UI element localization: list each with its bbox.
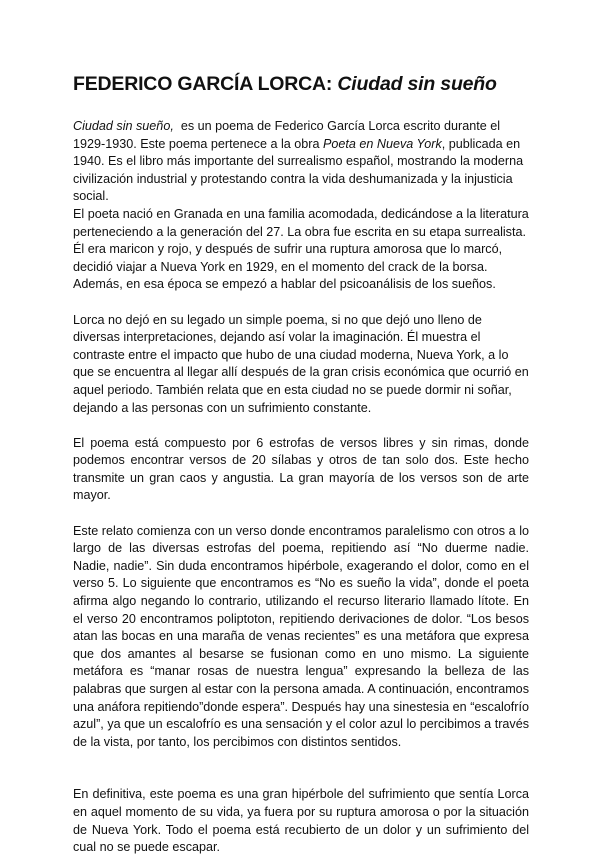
- title-author: FEDERICO GARCÍA LORCA:: [73, 73, 333, 95]
- document-body: [73, 118, 529, 857]
- paragraph-spacer: [73, 751, 529, 786]
- book-name: Poeta en Nueva York: [322, 136, 442, 151]
- paragraph-analysis: Este relato comienza con un verso donde encontramos paralelismo con otros a lo largo de las diversas estrofas del poema, repitiendo así “No duerme nadie. Nadie, nadie”. Sin duda encontramos hipérbole, exagerando el dolor, como en el verso 5. Lo siguiente que encontramos es “No es sueño la vida”, donde el poeta afirma algo negando lo contrario, utilizando el recurso literario llamado lítote. En el verso 20 encontramos poliptoton, repitiendo derivaciones de dolor. “Los besos atan las bocas en una maraña de venas recientes” es una metáfora que expresa que dos amantes al besarse se fusionan como en uno mismo. La siguiente metáfora es “manar rosas de nuestra lengua” expresando la belleza de las palabras que surgen al estar con la persona amada. A continuación, encontramos una anáfora repitiendo”donde espera”. Después hay una sinestesia en “escalofrío azul”, ya que un escalofrío es una sensación y el color azul lo percibimos a través de la vista, por tanto, los percibimos con distintos sentidos.: [73, 523, 529, 749]
- paragraph-structure: El poema está compuesto por 6 estrofas de versos libres y sin rimas, donde podemos encontrar versos de 20 sílabas y otros de tan solo dos. Este hecho transmite un gran caos y angustia. La gran mayoría de los versos son de arte mayor.: [73, 435, 529, 503]
- title-work: Ciudad sin sueño: [337, 73, 497, 95]
- paragraph-spacer: [73, 417, 529, 435]
- paragraph-intro: [73, 118, 529, 206]
- work-name: Ciudad sin sueño,: [73, 119, 174, 133]
- paragraph-conclusion: En definitiva, este poema es una gran hipérbole del sufrimiento que sentía Lorca en aquel momento de su vida, ya fuera por su ruptura amorosa o por la situación de Nueva York. Todo el poema está recubierto de un dolor y un sufrimiento del cual no se puede escapar.: [73, 787, 529, 855]
- paragraph-legacy: Lorca no dejó en su legado un simple poema, si no que dejó uno lleno de diversas interpretaciones, dejando así volar la imaginación. Él muestra el contraste entre el impacto que hubo de una ciudad moderna, Nueva York, a lo que se encuentra al llegar allí después de la gran crisis económica que ocurrió en aquel periodo. También relata que en esta ciudad no se puede dormir ni soñar, dejando a las personas con un sufrimiento constante.: [73, 312, 529, 415]
- document-title: [73, 73, 497, 96]
- paragraph-spacer: [73, 505, 529, 523]
- paragraph-biography: El poeta nació en Granada en una familia acomodada, dedicándose a la literatura perteneciendo a la generación del 27. La obra fue escrita en su etapa surrealista. Él era maricon y rojo, y después de sufrir una ruptura amorosa que lo marcó, decidió viajar a Nueva York en 1929, en el momento del crack de la borsa. Además, en esa época se empezó a hablar del psicoanálisis de los sueños.: [73, 206, 529, 292]
- intro-text-a: es un poema de Federico García Lorca escrito durante el 1929-1930. Este poema pertenece a la obra: [73, 119, 504, 151]
- paragraph-spacer: [73, 294, 529, 312]
- intro-text-b: , publicada en 1940. Es el libro más importante del surrealismo español, mostrando la moderna civilización industrial y protestando contra la vida deshumanizada y la injusticia social.: [73, 136, 524, 204]
